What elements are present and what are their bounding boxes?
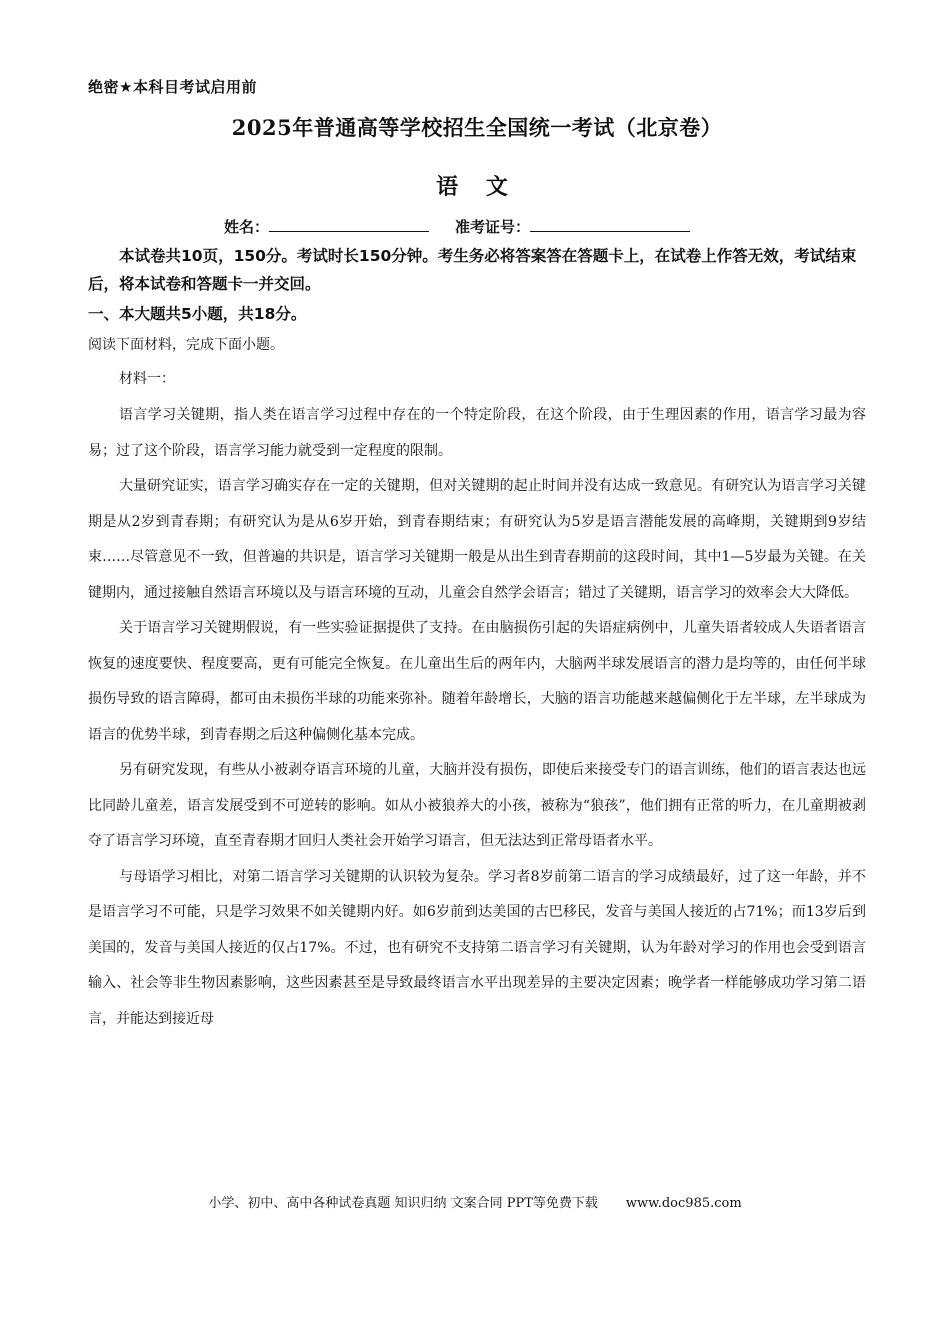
paragraph: 关于语言学习关键期假说，有一些实验证据提供了支持。在由脑损伤引起的失语症病例中，儿童失语者较成人失语者语言恢复的速度要快、程度要高，更有可能完全恢复。在儿童出生后的两年内，大脑两半球发展语言的潜力是均等的，由任何半球损伤导致的语言障碍，都可由未损伤半球的功能来弥补。随着年龄增长，大脑的语言功能越来越偏侧化于左半球，左半球成为语言的优势半球，到青春期之后这种偏侧化基本完成。 — [88, 620, 866, 743]
paragraph: 语言学习关键期，指人类在语言学习过程中存在的一个特定阶段，在这个阶段，由于生理因素的作用，语言学习最为容易；过了这个阶段，语言学习能力就受到一定程度的限制。 — [88, 407, 866, 459]
section-heading: 一、本大题共5小题，共18分。 — [88, 305, 307, 323]
name-blank — [269, 217, 429, 232]
paragraph: 大量研究证实，语言学习确实存在一定的关键期，但对关键期的起止时间并没有达成一致意见。有研究认为语言学习关键期是从2岁到青春期；有研究认为是从6岁开始，到青春期结束；有研究认为5岁是语言潜能发展的高峰期，关键期到9岁结束……尽管意见不一致，但普遍的共识是，语言学习关键期一般是从出生到青春期前的这段时间，其中1—5岁最为关键。在关键期内，通过接触自然语言环境以及与语言环境的互动，儿童会自然学会语言；错过了关键期，语言学习的效率会大大降低。 — [88, 478, 866, 601]
page-footer — [0, 1192, 950, 1211]
candidate-id-line — [224, 216, 716, 237]
material-label: 材料一： — [119, 371, 175, 387]
exam-number-blank — [530, 217, 690, 232]
exam-number-label: 准考证号： — [455, 218, 531, 236]
confidential-mark: 绝密★本科目考试启用前 — [88, 78, 257, 96]
paragraph: 与母语学习相比，对第二语言学习关键期的认识较为复杂。学习者8岁前第二语言的学习成绩最好，过了这一年龄，并不是语言学习不可能，只是学习效果不如关键期内好。如6岁前到达美国的古巴移民，发音与美国人接近的占71%；而13岁后到美国的，发音与美国人接近的仅占17%。不过，也有研究不支持第二语言学习有关键期，认为年龄对学习的作用也会受到语言输入、社会等非生物因素影响，这些因素甚至是导致最终语言水平出现差异的主要决定因素；晚学者一样能够成功学习第二语言，并能达到接近母 — [88, 868, 866, 1027]
name-label: 姓名： — [224, 218, 270, 236]
subject-title: 语 文 — [436, 174, 518, 200]
paragraph: 另有研究发现，有些从小被剥夺语言环境的儿童，大脑并没有损伤，即使后来接受专门的语言训练，他们的语言表达也远比同龄儿童差，语言发展受到不可逆转的影响。如从小被狼养大的小孩，被称为“狼孩”，他们拥有正常的听力，在儿童期被剥夺了语言学习环境，直至青春期才回归人类社会开始学习语言，但无法达到正常母语者水平。 — [88, 762, 866, 849]
material-body — [88, 398, 866, 1037]
footer-text: 小学、初中、高中各种试卷真题 知识归纳 文案合同 PPT等免费下载 — [208, 1196, 598, 1211]
reading-prompt: 阅读下面材料，完成下面小题。 — [88, 337, 284, 353]
footer-site: www.doc985.com — [625, 1196, 742, 1211]
exam-title: 2025年普通高等学校招生全国统一考试（北京卷） — [231, 115, 723, 140]
exam-instructions: 本试卷共10页，150分。考试时长150分钟。考生务必将答案答在答题卡上，在试卷上作答无效，考试结束后，将本试卷和答题卡一并交回。 — [88, 247, 857, 293]
